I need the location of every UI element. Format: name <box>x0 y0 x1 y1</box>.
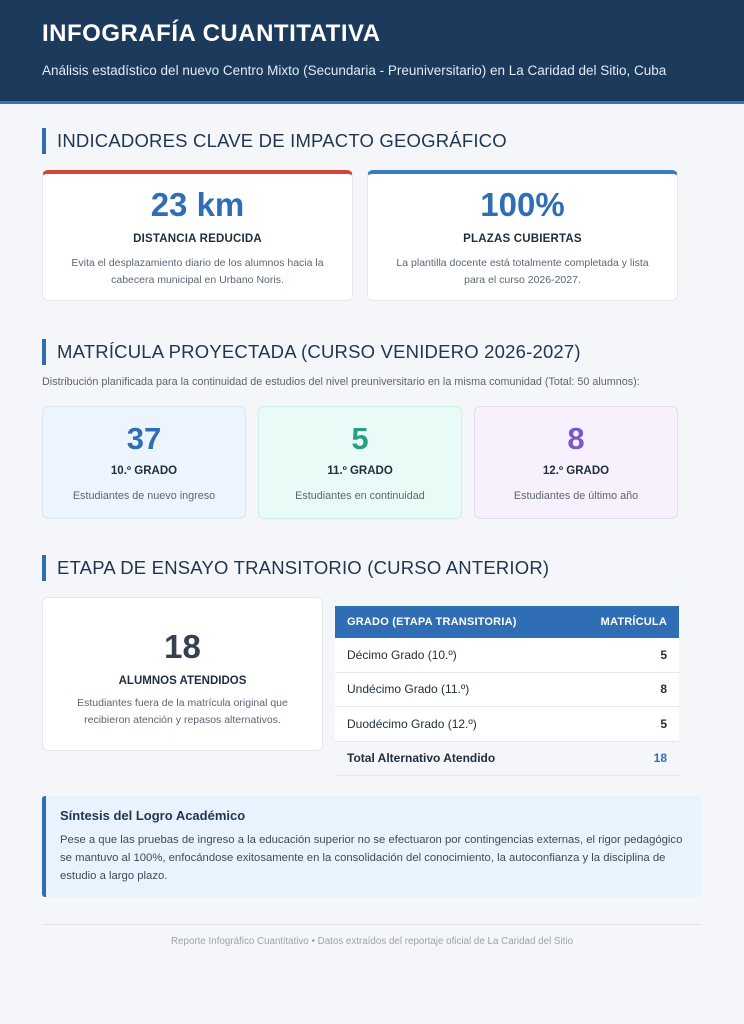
grade-value: 37 <box>126 421 162 456</box>
page-header <box>0 0 744 104</box>
total-count: 18 <box>653 751 667 766</box>
grade-value: 5 <box>351 421 369 456</box>
table-row <box>335 673 679 708</box>
grade-description: Estudiantes de nuevo ingreso <box>72 490 216 502</box>
grade-card-11 <box>258 406 462 519</box>
table-header <box>335 606 679 638</box>
transition-section-title: ETAPA DE ENSAYO TRANSITORIO (CURSO ANTERIOR) <box>42 555 549 581</box>
kpi-card-distance <box>42 170 353 301</box>
row-count: 5 <box>660 647 667 662</box>
kpi-value: 23 km <box>150 186 245 223</box>
table-header-enrollment: MATRÍCULA <box>600 616 667 628</box>
impact-section-title: INDICADORES CLAVE DE IMPACTO GEOGRÁFICO <box>42 128 507 154</box>
row-grade: Décimo Grado (10.º) <box>347 647 457 662</box>
row-count: 5 <box>660 716 667 731</box>
grade-label: 10.º GRADO <box>110 465 178 477</box>
grade-value: 8 <box>567 421 585 456</box>
footer-divider <box>42 924 701 925</box>
attended-description: Estudiantes fuera de la matrícula original que recibieron atención y repasos alternativos. <box>77 697 288 726</box>
attended-card <box>42 597 323 751</box>
grade-description: Estudiantes de último año <box>513 490 639 502</box>
table-row <box>335 638 679 673</box>
total-label: Total Alternativo Atendido <box>347 751 496 766</box>
kpi-value: 100% <box>480 186 565 223</box>
kpi-card-positions <box>367 170 678 301</box>
grade-description: Estudiantes en continuidad <box>295 490 425 502</box>
kpi-label: DISTANCIA REDUCIDA <box>133 233 262 245</box>
table-row <box>335 707 679 742</box>
page-title: INFOGRAFÍA CUANTITATIVA <box>42 20 381 47</box>
attended-label: ALUMNOS ATENDIDOS <box>118 675 247 687</box>
row-grade: Duodécimo Grado (12.º) <box>347 716 477 731</box>
row-grade: Undécimo Grado (11.º) <box>347 682 470 697</box>
enrollment-section-title: MATRÍCULA PROYECTADA (CURSO VENIDERO 2026-2027) <box>42 339 581 365</box>
enrollment-intro: Distribución planificada para la continuidad de estudios del nivel preuniversitario en la misma comunidad (Total: 50 alumnos): <box>42 376 640 388</box>
footer-text: Reporte Infográfico Cuantitativo • Datos extraídos del reportaje oficial de La Caridad del Sitio <box>170 936 574 947</box>
kpi-description: La plantilla docente está totalmente completada y lista para el curso 2026-2027. <box>396 257 649 286</box>
transition-table <box>335 606 679 776</box>
synthesis-text: Pese a que las pruebas de ingreso a la educación superior no se efectuaron por contingencias externas, el rigor pedagógico se mantuvo al 100%, enfocándose exitosamente en la consolidación del conocimiento, la autoconfianza y la disciplina de estudio a largo plazo. <box>60 834 683 882</box>
grade-label: 12.º GRADO <box>542 465 610 477</box>
kpi-label: PLAZAS CUBIERTAS <box>463 233 582 245</box>
attended-value: 18 <box>164 628 201 665</box>
page-subtitle: Análisis estadístico del nuevo Centro Mixto (Secundaria - Preuniversitario) en La Caridad del Sitio, Cuba <box>42 63 667 78</box>
kpi-description: Evita el desplazamiento diario de los alumnos hacia la cabecera municipal en Urbano Noris. <box>71 257 324 286</box>
grade-label: 11.º GRADO <box>327 465 393 477</box>
grade-card-12 <box>474 406 678 519</box>
row-count: 8 <box>660 682 667 697</box>
table-header-grade: GRADO (ETAPA TRANSITORIA) <box>347 616 517 628</box>
synthesis-box <box>42 796 701 897</box>
table-total-row <box>335 742 679 777</box>
synthesis-title: Síntesis del Logro Académico <box>60 808 246 823</box>
grade-card-10 <box>42 406 246 519</box>
